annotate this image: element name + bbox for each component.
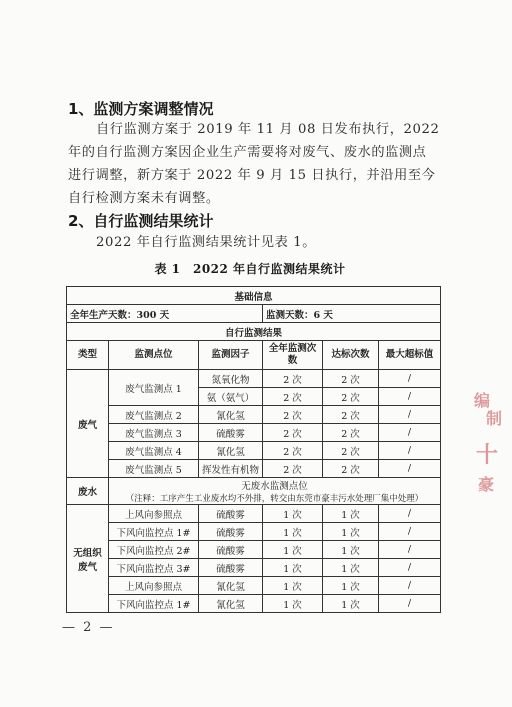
- point-cell: 废气监测点 5: [109, 460, 199, 478]
- results-title: 自行监测结果: [67, 323, 441, 341]
- header-max-exceed: 最大超标值: [379, 341, 441, 370]
- table-row: [67, 595, 441, 613]
- times-cell: 1 次: [263, 505, 323, 523]
- pass-cell: 2 次: [323, 370, 379, 388]
- pass-cell: 2 次: [323, 460, 379, 478]
- factor-cell: 氰化氢: [199, 595, 263, 613]
- monitoring-results-table: [66, 286, 441, 613]
- table-row: [67, 442, 441, 460]
- stamp-char: 豪: [478, 475, 495, 494]
- times-cell: 1 次: [263, 595, 323, 613]
- max-cell: /: [379, 388, 441, 406]
- max-cell: /: [379, 406, 441, 424]
- table-row: [67, 523, 441, 541]
- table-row: [67, 460, 441, 478]
- header-factor: 监测因子: [199, 341, 263, 370]
- production-days: 全年生产天数：300 天: [67, 305, 263, 323]
- stamp-char: 制: [486, 409, 503, 428]
- max-cell: /: [379, 424, 441, 442]
- times-cell: 2 次: [263, 388, 323, 406]
- point-cell: 下风向监控点 1#: [109, 595, 199, 613]
- point-cell: 废气监测点 1: [109, 370, 199, 406]
- table-row: [67, 478, 441, 505]
- times-cell: 2 次: [263, 406, 323, 424]
- factor-cell: 硫酸雾: [199, 559, 263, 577]
- pass-cell: 1 次: [323, 541, 379, 559]
- stamp-char: 编: [474, 391, 491, 410]
- max-cell: /: [379, 541, 441, 559]
- table-row: [67, 370, 441, 388]
- page-number: — 2 —: [62, 620, 115, 635]
- max-cell: /: [379, 559, 441, 577]
- section-1-heading: 1、监测方案调整情况: [68, 100, 214, 118]
- type-exhaust: 废气: [67, 370, 109, 478]
- max-cell: /: [379, 595, 441, 613]
- header-pass: 达标次数: [323, 341, 379, 370]
- table-row: [67, 424, 441, 442]
- pass-cell: 2 次: [323, 424, 379, 442]
- table-row: [67, 406, 441, 424]
- section-2-heading: 2、自行监测结果统计: [68, 212, 214, 230]
- basic-info-title: 基础信息: [67, 287, 441, 305]
- pass-cell: 2 次: [323, 442, 379, 460]
- factor-cell: 氮氧化物: [199, 370, 263, 388]
- wastewater-note: 无废水监测点位 （注释：工序产生工业废水均不外排，转交由东莞市豪丰污水处理厂集中处理）: [109, 478, 441, 505]
- factor-cell: 硫酸雾: [199, 523, 263, 541]
- header-type: 类型: [67, 341, 109, 370]
- times-cell: 2 次: [263, 370, 323, 388]
- pass-cell: 1 次: [323, 523, 379, 541]
- point-cell: 上风向参照点: [109, 577, 199, 595]
- factor-cell: 氰化氢: [199, 442, 263, 460]
- point-cell: 废气监测点 2: [109, 406, 199, 424]
- factor-cell: 硫酸雾: [199, 424, 263, 442]
- times-cell: 1 次: [263, 577, 323, 595]
- header-times: 全年监测次 数: [263, 341, 323, 370]
- times-cell: 2 次: [263, 424, 323, 442]
- section-1-paragraph: 自行监测方案于 2019 年 11 月 08 日发布执行，2022 年的自行监测方案因企业生产需要将对废气、废水的监测点进行调整，新方案于 2022 年 9 月 15 日执行，并沿用至今自行检测方案未有调整。: [68, 122, 440, 206]
- section-2-paragraph: 2022 年自行监测结果统计见表 1。: [96, 235, 316, 250]
- pass-cell: 1 次: [323, 595, 379, 613]
- monitoring-days: 监测天数：6 天: [263, 305, 441, 323]
- times-cell: 2 次: [263, 460, 323, 478]
- table-row: [67, 541, 441, 559]
- point-cell: 下风向监控点 2#: [109, 541, 199, 559]
- times-cell: 2 次: [263, 442, 323, 460]
- max-cell: /: [379, 577, 441, 595]
- table-row: [67, 559, 441, 577]
- times-cell: 1 次: [263, 523, 323, 541]
- pass-cell: 1 次: [323, 505, 379, 523]
- point-cell: 废气监测点 4: [109, 442, 199, 460]
- stamp-char: 十: [476, 442, 499, 468]
- type-wastewater: 废水: [67, 478, 109, 505]
- pass-cell: 1 次: [323, 577, 379, 595]
- pass-cell: 1 次: [323, 559, 379, 577]
- pass-cell: 2 次: [323, 406, 379, 424]
- max-cell: /: [379, 505, 441, 523]
- header-point: 监测点位: [109, 341, 199, 370]
- max-cell: /: [379, 442, 441, 460]
- factor-cell: 硫酸雾: [199, 505, 263, 523]
- factor-cell: 氰化氢: [199, 577, 263, 595]
- table-row: [67, 577, 441, 595]
- factor-cell: 氨（氨气）: [199, 388, 263, 406]
- max-cell: /: [379, 460, 441, 478]
- type-fugitive: 无组织 废气: [67, 505, 109, 613]
- max-cell: /: [379, 523, 441, 541]
- point-cell: 下风向监控点 3#: [109, 559, 199, 577]
- pass-cell: 2 次: [323, 388, 379, 406]
- factor-cell: 硫酸雾: [199, 541, 263, 559]
- point-cell: 下风向监控点 1#: [109, 523, 199, 541]
- point-cell: 上风向参照点: [109, 505, 199, 523]
- max-cell: /: [379, 370, 441, 388]
- factor-cell: 挥发性有机物: [199, 460, 263, 478]
- times-cell: 1 次: [263, 541, 323, 559]
- red-seal-stamp: [472, 388, 512, 498]
- times-cell: 1 次: [263, 559, 323, 577]
- table-row: [67, 505, 441, 523]
- table-caption: 表 1 2022 年自行监测结果统计: [154, 262, 346, 276]
- point-cell: 废气监测点 3: [109, 424, 199, 442]
- factor-cell: 氰化氢: [199, 406, 263, 424]
